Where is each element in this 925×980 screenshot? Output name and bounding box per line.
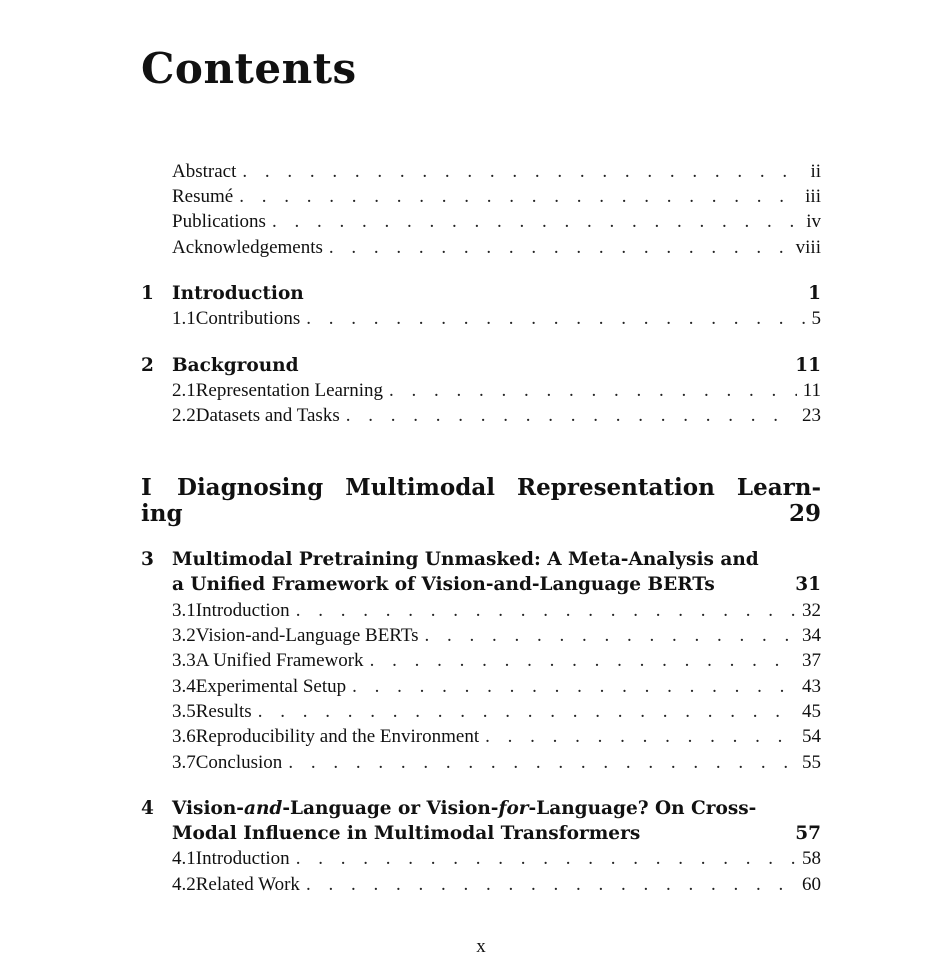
section-number: 4.1 (172, 848, 196, 869)
section-number: 3.3 (172, 650, 196, 671)
toc-part-1[interactable] (141, 475, 821, 527)
section-number: 3.4 (172, 676, 196, 697)
chapter-title-line-2: a Unified Framework of Vision-and-Language BERTs (172, 574, 715, 595)
part-title-b: ing (141, 500, 183, 527)
toc-chapter-4[interactable] (141, 797, 821, 821)
section-page: 58 (802, 848, 821, 869)
chapter-number: 4 (141, 798, 154, 819)
chapter-number: 2 (141, 355, 154, 376)
entry-page: iii (805, 186, 821, 207)
section-label: Representation Learning (195, 380, 384, 401)
dot-leader (346, 404, 796, 428)
chapter-number: 3 (141, 549, 154, 570)
chapter-page: 31 (795, 574, 821, 595)
dot-leader (258, 700, 796, 724)
toc-chapter-3-cont[interactable] (141, 573, 821, 597)
toc-section-2-2[interactable] (172, 404, 821, 428)
dot-leader (370, 649, 796, 673)
toc-section-3-4[interactable] (172, 675, 821, 699)
entry-page: viii (795, 237, 821, 258)
section-page: 11 (802, 380, 821, 401)
part-number: I (141, 474, 152, 501)
toc-section-1-1[interactable] (172, 307, 821, 331)
page-title: Contents (141, 44, 357, 93)
section-page: 23 (802, 405, 821, 426)
chapter-title-line-2: Modal Influence in Multimodal Transformers (172, 823, 641, 844)
section-page: 60 (802, 874, 821, 895)
toc-chapter-2[interactable] (141, 354, 821, 378)
section-number: 1.1 (172, 308, 196, 329)
section-number: 2.2 (172, 405, 196, 426)
dot-leader (352, 675, 796, 699)
toc-section-3-5[interactable] (172, 700, 821, 724)
section-number: 2.1 (172, 380, 196, 401)
toc-chapter-4-cont[interactable] (141, 822, 821, 846)
part-title-a: Diagnosing Multimodal Representation Learn- (177, 474, 821, 501)
dot-leader (306, 307, 805, 331)
chapter-title: Introduction (172, 283, 304, 304)
toc-section-3-2[interactable] (172, 624, 821, 648)
toc-section-4-2[interactable] (172, 873, 821, 897)
toc-section-3-7[interactable] (172, 751, 821, 775)
dot-leader (306, 873, 796, 897)
dot-leader (329, 236, 790, 260)
section-number: 3.2 (172, 625, 196, 646)
part-title-line-2 (141, 501, 821, 527)
entry-label: Abstract (172, 161, 237, 182)
section-number: 3.7 (172, 752, 196, 773)
page-number-footer: x (476, 936, 486, 957)
dot-leader (485, 725, 796, 749)
toc-entry-abstract[interactable] (172, 160, 821, 184)
dot-leader (389, 379, 797, 403)
chapter-page: 1 (808, 283, 821, 304)
entry-label: Resumé (172, 186, 234, 207)
section-page: 54 (802, 726, 821, 747)
toc-section-3-1[interactable] (172, 599, 821, 623)
section-label: Results (195, 701, 252, 722)
section-number: 3.1 (172, 600, 196, 621)
toc-entry-acknowledgements[interactable] (172, 236, 821, 260)
toc-section-2-1[interactable] (172, 379, 821, 403)
entry-label: Acknowledgements (172, 237, 323, 258)
section-page: 43 (802, 676, 821, 697)
section-number: 3.6 (172, 726, 196, 747)
toc-chapter-1[interactable] (141, 282, 821, 306)
section-label: Datasets and Tasks (195, 405, 340, 426)
dot-leader (296, 847, 796, 871)
chapter-number: 1 (141, 283, 154, 304)
section-label: Conclusion (195, 752, 283, 773)
chapter-page: 57 (795, 823, 821, 844)
section-page: 55 (802, 752, 821, 773)
dot-leader (242, 160, 804, 184)
toc-entry-publications[interactable] (172, 210, 821, 234)
section-page: 37 (802, 650, 821, 671)
dot-leader (239, 185, 799, 209)
section-label: Vision-and-Language BERTs (195, 625, 419, 646)
chapter-page: 11 (795, 355, 821, 376)
section-label: Experimental Setup (195, 676, 347, 697)
entry-label: Publications (172, 211, 266, 232)
toc-section-3-6[interactable] (172, 725, 821, 749)
section-label: Reproducibility and the Environment (195, 726, 480, 747)
section-label: Contributions (195, 308, 301, 329)
dot-leader (288, 751, 796, 775)
section-label: Introduction (195, 848, 290, 869)
entry-page: iv (806, 211, 821, 232)
section-label: Introduction (195, 600, 290, 621)
section-page: 34 (802, 625, 821, 646)
toc-section-4-1[interactable] (172, 847, 821, 871)
section-number: 3.5 (172, 701, 196, 722)
dot-leader (272, 210, 800, 234)
dot-leader (296, 599, 796, 623)
dot-leader (425, 624, 796, 648)
part-title-line-1 (141, 475, 821, 501)
part-page: 29 (788, 500, 821, 527)
section-page: 5 (811, 308, 821, 329)
chapter-title-line-1: Vision-and-Language or Vision-for-Language? On Cross- (172, 798, 757, 819)
chapter-title: Background (172, 355, 299, 376)
section-number: 4.2 (172, 874, 196, 895)
toc-entry-resume[interactable] (172, 185, 821, 209)
toc-section-3-3[interactable] (172, 649, 821, 673)
section-page: 45 (802, 701, 821, 722)
section-page: 32 (802, 600, 821, 621)
section-label: Related Work (195, 874, 300, 895)
toc-chapter-3[interactable] (141, 548, 821, 572)
chapter-title-line-1: Multimodal Pretraining Unmasked: A Meta-Analysis and (172, 549, 759, 570)
section-label: A Unified Framework (195, 650, 364, 671)
entry-page: ii (810, 161, 821, 182)
